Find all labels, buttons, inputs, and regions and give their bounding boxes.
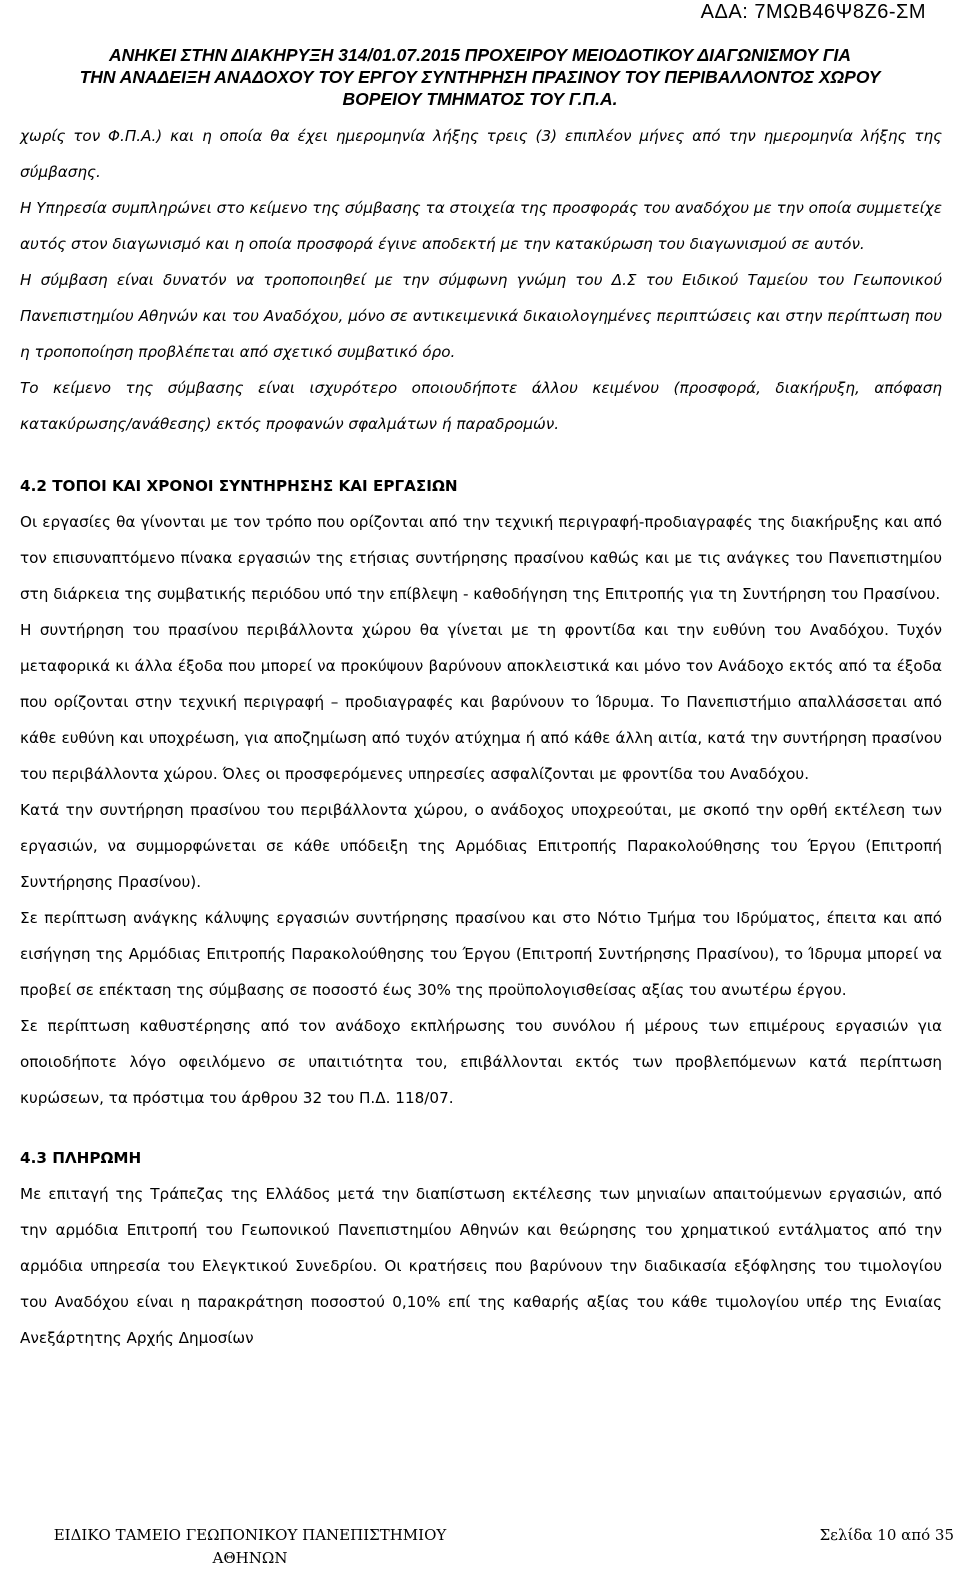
paragraph-delay-penalties: Σε περίπτωση καθυστέρησης από τον ανάδοχο εκπλήρωσης του συνόλου ή μέρους των επιμέρους εργασιών για οποιοδήποτε λόγο οφειλόμενο σε υπαιτιότητα του, επιβάλλονται εκτός των προβλεπόμενων κατά περίπτωση κυρώσεων, τα πρόστιμα του άρθρου 32 του Π.Δ. 118/07.	[20, 1017, 942, 1107]
spacer	[20, 1116, 942, 1140]
paragraph-contract-precedence: Το κείμενο της σύμβασης είναι ισχυρότερο οποιουδήποτε άλλου κειμένου (προσφορά, διακήρυξη, απόφαση κατακύρωσης/ανάθεσης) εκτός προφανών σφαλμάτων ή παραδρομών.	[20, 379, 942, 433]
paragraph-contract-modification: Η σύμβαση είναι δυνατόν να τροποποιηθεί με την σύμφωνη γνώμη του Δ.Σ του Ειδικού Ταμείου του Γεωπονικού Πανεπιστημίου Αθηνών και του Αναδόχου, μόνο σε αντικειμενικά δικαιολογημένες περιπτώσεις και στην περίπτωση που η τροποποίηση προβλέπεται από σχετικό συμβατικό όρο.	[20, 271, 942, 361]
paragraph-contract-extension: Σε περίπτωση ανάγκης κάλυψης εργασιών συντήρησης πρασίνου και στο Νότιο Τμήμα του Ιδρύματος, έπειτα και από εισήγηση της Αρμόδιας Επιτροπής Παρακολούθησης του Έργου (Επιτροπή Συντήρησης Πρασίνου), το Ίδρυμα μπορεί να προβεί σε επέκταση της σύμβασης σε ποσοστό έως 30% της προϋπολογισθείσας αξίας του ανωτέρω έργου.	[20, 909, 942, 999]
paragraph-guarantee-end: χωρίς τον Φ.Π.Α.) και η οποία θα έχει ημερομηνία λήξης τρεις (3) επιπλέον μήνες από την ημερομηνία λήξης της σύμβασης.	[20, 127, 942, 181]
paragraph-service-completes: Η Υπηρεσία συμπληρώνει στο κείμενο της σύμβασης τα στοιχεία της προσφοράς του αναδόχου με την οποία συμμετείχε αυτός στον διαγωνισμό και η οποία προσφορά έγινε αποδεκτή με την κατακύρωση του διαγωνισμού σε αυτόν.	[20, 199, 942, 253]
section-heading-4-2: 4.2 ΤΟΠΟΙ ΚΑΙ ΧΡΟΝΟΙ ΣΥΝΤΗΡΗΣΗΣ ΚΑΙ ΕΡΓΑΣΙΩΝ	[20, 477, 458, 495]
spacer	[20, 442, 942, 468]
paragraph-contractor-compliance: Κατά την συντήρηση πρασίνου του περιβάλλοντα χώρου, ο ανάδοχος υποχρεούται, με σκοπό την ορθή εκτέλεση των εργασιών, να συμμορφώνεται σε κάθε υπόδειξη της Αρμόδιας Επιτροπής Παρακολούθησης του Έργου (Επιτροπή Συντήρησης Πρασίνου).	[20, 801, 942, 891]
footer-organization	[20, 1524, 480, 1570]
document-header	[0, 44, 960, 110]
section-heading-4-3: 4.3 ΠΛΗΡΩΜΗ	[20, 1149, 142, 1167]
footer-org-line-2: ΑΘΗΝΩΝ	[212, 1549, 288, 1567]
paragraph-payment: Με επιταγή της Τράπεζας της Ελλάδος μετά την διαπίστωση εκτέλεσης των μηνιαίων απαιτούμενων εργασιών, από την αρμόδια Επιτροπή του Γεωπονικού Πανεπιστημίου Αθηνών και θεώρησης του χρηματικού εντάλματος από την αρμόδια υπηρεσία του Ελεγκτικού Συνεδρίου. Οι κρατήσεις που βαρύνουν την διαδικασία εξόφλησης του τιμολογίου του Αναδόχου είναι η παρακράτηση ποσοστού 0,10% επί της καθαρής αξίας του κάθε τιμολογίου υπέρ της Ενιαίας Ανεξάρτητης Αρχής Δημοσίων	[20, 1185, 942, 1347]
document-body	[20, 118, 942, 1356]
paragraph-maintenance-responsibility: Η συντήρηση του πρασίνου περιβάλλοντα χώρου θα γίνεται με τη φροντίδα και την ευθύνη του Αναδόχου. Τυχόν μεταφορικά κι άλλα έξοδα που μπορεί να προκύψουν βαρύνουν αποκλειστικά και μόνο τον Ανάδοχο εκτός από τα έξοδα που ορίζονται στην τεχνική περιγραφή – προδιαγραφές και βαρύνουν το Ίδρυμα. Το Πανεπιστήμιο απαλλάσσεται από κάθε ευθύνη και υποχρέωση, για αποζημίωση από τυχόν ατύχημα ή από κάθε άλλη αιτία, κατά την συντήρηση πρασίνου του περιβάλλοντα χώρου. Όλες οι προσφερόμενες υπηρεσίες ασφαλίζονται με φροντίδα του Αναδόχου.	[20, 621, 942, 783]
ada-code: ΑΔΑ: 7ΜΩΒ46Ψ8Ζ6-ΣΜ	[700, 1, 926, 23]
paragraph-works-method: Οι εργασίες θα γίνονται με τον τρόπο που ορίζονται από την τεχνική περιγραφή-προδιαγραφές της διακήρυξης και από τον επισυναπτόμενο πίνακα εργασιών της ετήσιας συντήρησης πρασίνου καθώς και με τις ανάγκες του Πανεπιστημίου στη διάρκεια της συμβατικής περιόδου υπό την επίβλεψη - καθοδήγηση της Επιτροπής για τη Συντήρηση του Πρασίνου.	[20, 513, 942, 603]
header-line-2: ΤΗΝ ΑΝΑΔΕΙΞΗ ΑΝΑΔΟΧΟΥ ΤΟΥ ΕΡΓΟΥ ΣΥΝΤΗΡΗΣΗ ΠΡΑΣΙΝΟΥ ΤΟΥ ΠΕΡΙΒΑΛΛΟΝΤΟΣ ΧΩΡΟΥ	[79, 67, 881, 87]
header-line-3: ΒΟΡΕΙΟΥ ΤΜΗΜΑΤΟΣ ΤΟΥ Γ.Π.Α.	[342, 89, 618, 109]
header-line-1: ΑΝΗΚΕΙ ΣΤΗΝ ΔΙΑΚΗΡΥΞΗ 314/01.07.2015 ΠΡΟΧΕΙΡΟΥ ΜΕΙΟΔΟΤΙΚΟΥ ΔΙΑΓΩΝΙΣΜΟΥ ΓΙΑ	[108, 45, 852, 65]
footer-org-line-1: ΕΙΔΙΚΟ ΤΑΜΕΙΟ ΓΕΩΠΟΝΙΚΟΥ ΠΑΝΕΠΙΣΤΗΜΙΟΥ	[53, 1526, 447, 1544]
page-number: Σελίδα 10 από 35	[819, 1526, 954, 1544]
